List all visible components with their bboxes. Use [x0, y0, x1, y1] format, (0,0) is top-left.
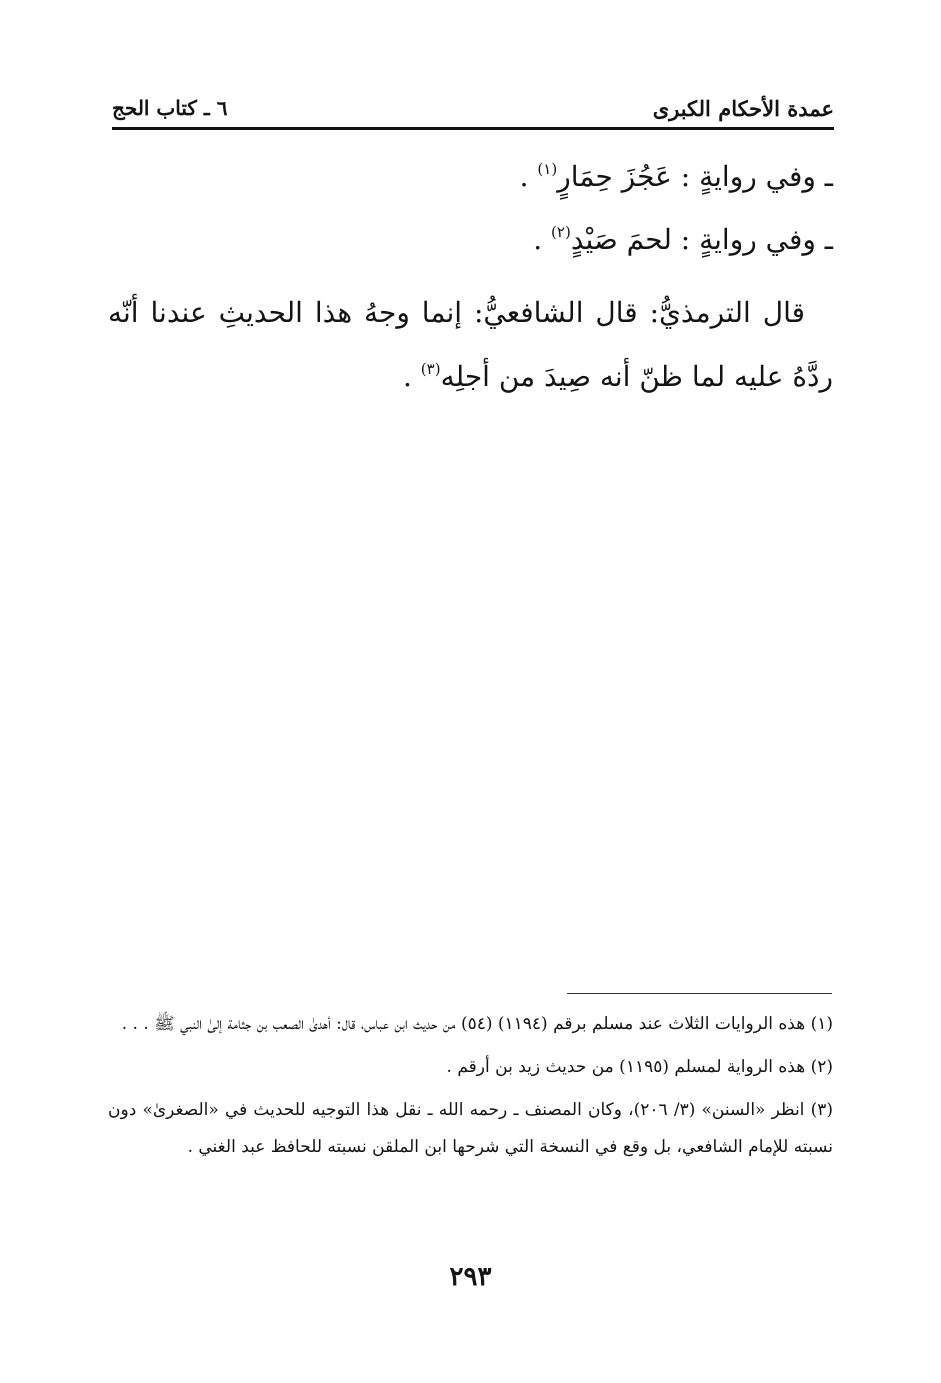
footnote-ref-1: (١) [537, 160, 558, 178]
running-header [112, 96, 834, 126]
narration-line-2-end: . [533, 223, 543, 256]
tirmidhi-paragraph [108, 285, 833, 405]
page-number: ٢٩٣ [449, 1262, 492, 1292]
book-title: عمدة الأحكام الكبرى [652, 96, 834, 121]
narration-line-2-text: ـ وفي روايةٍ : لحمَ صَيْدٍ [570, 223, 833, 256]
tirmidhi-paragraph-text: قال الترمذيُّ: قال الشافعيُّ: إنما وجهُ هذا الحديثِ عندنا أنّه ردَّهُ عليه لما ظنّ أنه صِيدَ من أجلِه [108, 296, 833, 393]
chapter-title: ٦ ـ كتاب الحج [112, 96, 228, 120]
footnote-1: (١) هذه الروايات الثلاث عند مسلم برقم (١١٩٤) (٥٤) من حديث ابن عباس، قال: أهدىٰ الصعب بن جثامة إلىٰ النبي ﷺ . . . [121, 1014, 833, 1034]
tirmidhi-paragraph-end: . [402, 360, 412, 393]
header-rule [112, 127, 834, 130]
narration-line-2 [108, 223, 833, 256]
narration-line-1 [108, 160, 833, 193]
footnote-2: (٢) هذه الرواية لمسلم (١١٩٥) من حديث زيد بن أرقم . [446, 1057, 833, 1077]
footnotes [108, 1006, 833, 1172]
footnote-ref-2: (٢) [551, 223, 571, 241]
narration-line-1-text: ـ وفي روايةٍ : عَجُزَ حِمَارٍ [557, 160, 833, 193]
footnote-separator [567, 993, 832, 994]
footnote-3: (٣) انظر «السنن» (٣/ ٢٠٦)، وكان المصنف ـ رحمه الله ـ نقل هذا التوجيه للحديث في «الصغرىٰ» دون نسبته للإمام الشافعي، بل وقع في النسخة التي شرحها ابن الملقن نسبته للحافظ عبد الغني . [108, 1100, 833, 1157]
narration-line-1-end: . [519, 160, 529, 193]
footnote-ref-3: (٣) [420, 360, 441, 378]
